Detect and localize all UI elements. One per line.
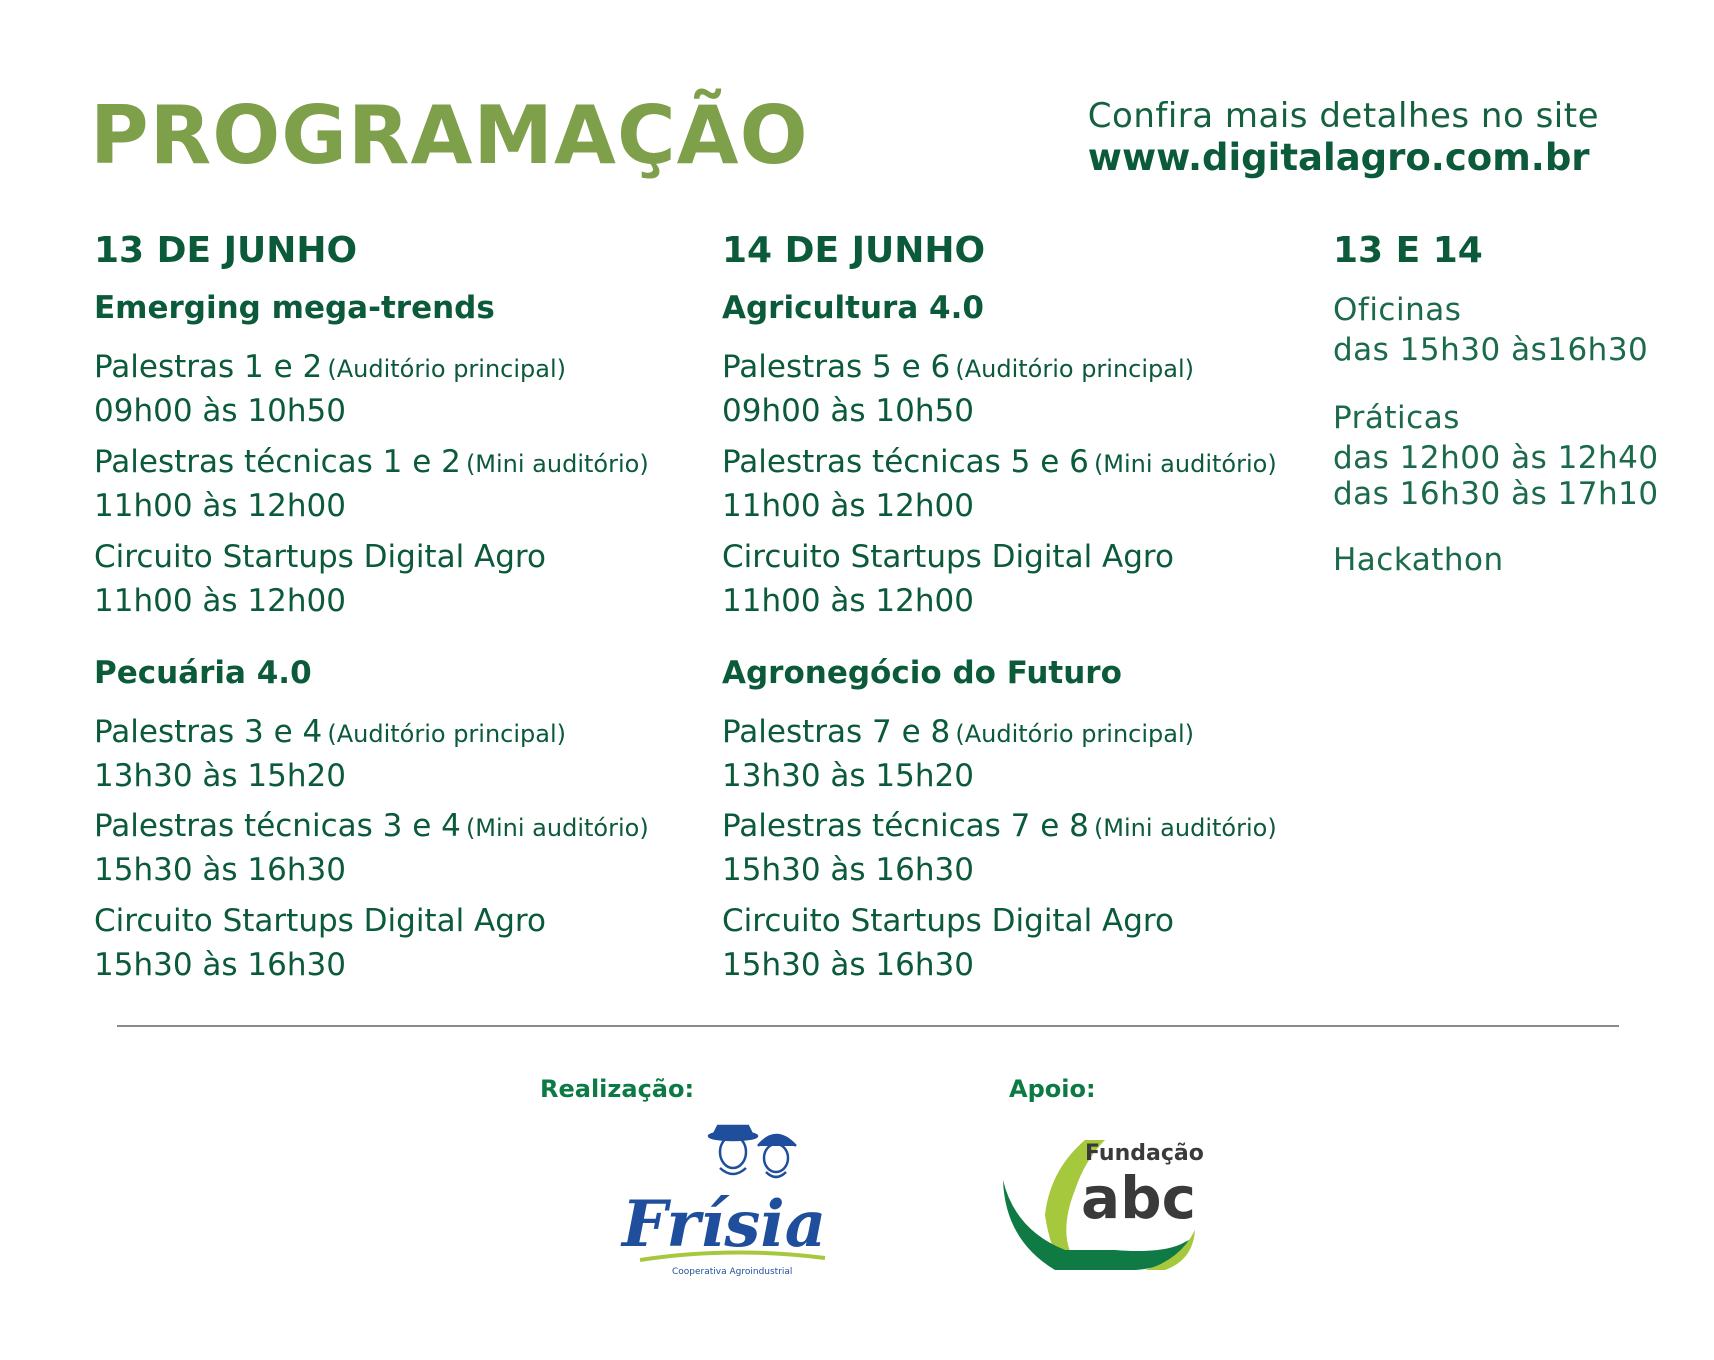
- item-time: 09h00 às 10h50: [722, 393, 974, 429]
- item-time: 11h00 às 12h00: [722, 488, 974, 524]
- item-room: (Auditório principal): [327, 720, 567, 748]
- both-heading: 13 E 14: [1333, 230, 1483, 271]
- item-name: Palestras técnicas 3 e 4: [94, 808, 461, 844]
- site-caption: Confira mais detalhes no site: [1087, 96, 1599, 136]
- apoio-label: Apoio:: [1009, 1075, 1096, 1103]
- schedule-item: [94, 710, 566, 798]
- item-name: Palestras 7 e 8: [722, 714, 951, 750]
- item-time: 11h00 às 12h00: [94, 488, 346, 524]
- day2-track2-title: Agronegócio do Futuro: [722, 655, 1122, 691]
- day1-track1-title: Emerging mega-trends: [94, 290, 495, 326]
- oficinas-time: das 15h30 às16h30: [1333, 332, 1649, 368]
- abc-main-text: abc: [1081, 1164, 1197, 1232]
- schedule-item: [722, 345, 1194, 433]
- item-room: (Mini auditório): [465, 814, 649, 842]
- item-time: 15h30 às 16h30: [94, 947, 346, 983]
- item-room: (Auditório principal): [955, 355, 1195, 383]
- frisia-tagline: Cooperativa Agroindustrial: [672, 1267, 793, 1277]
- praticas-time-1: das 12h00 às 12h40: [1333, 440, 1659, 476]
- realizacao-label: Realização:: [540, 1075, 695, 1103]
- abc-top-text: Fundação: [1085, 1141, 1204, 1166]
- page-title: PROGRAMAÇÃO: [90, 89, 809, 182]
- site-info: [1088, 96, 1599, 180]
- schedule-item: [94, 345, 566, 433]
- day2-heading: 14 DE JUNHO: [722, 230, 986, 271]
- item-time: 09h00 às 10h50: [94, 393, 346, 429]
- schedule-item: [722, 899, 1174, 987]
- schedule-item: [94, 440, 649, 528]
- item-name: Palestras técnicas 5 e 6: [722, 444, 1089, 480]
- item-room: (Mini auditório): [1093, 814, 1277, 842]
- schedule-item: [94, 804, 649, 892]
- day1-track2-title: Pecuária 4.0: [94, 655, 312, 691]
- abc-logo-graphic: [995, 1130, 1205, 1280]
- item-time: 13h30 às 15h20: [722, 758, 974, 794]
- item-room: (Auditório principal): [327, 355, 567, 383]
- item-name: Circuito Startups Digital Agro: [94, 539, 546, 575]
- item-name: Circuito Startups Digital Agro: [722, 539, 1174, 575]
- day1-heading: 13 DE JUNHO: [94, 230, 358, 271]
- item-time: 15h30 às 16h30: [722, 947, 974, 983]
- day2-track1-title: Agricultura 4.0: [722, 290, 984, 326]
- item-time: 11h00 às 12h00: [94, 583, 346, 619]
- frisia-wordmark: Frísia: [622, 1187, 827, 1262]
- item-time: 13h30 às 15h20: [94, 758, 346, 794]
- schedule-item: [722, 804, 1277, 892]
- item-name: Circuito Startups Digital Agro: [94, 903, 546, 939]
- schedule-item: [722, 535, 1174, 623]
- item-name: Circuito Startups Digital Agro: [722, 903, 1174, 939]
- frisia-logo: [620, 1118, 840, 1278]
- item-room: (Mini auditório): [465, 450, 649, 478]
- schedule-item: [722, 440, 1277, 528]
- item-name: Palestras 3 e 4: [94, 714, 323, 750]
- fundacao-abc-logo: [995, 1130, 1205, 1280]
- hackathon-label: Hackathon: [1333, 542, 1504, 578]
- praticas-time-2: das 16h30 às 17h10: [1333, 476, 1659, 512]
- frisia-logo-graphic: [620, 1118, 840, 1278]
- item-name: Palestras 1 e 2: [94, 349, 323, 385]
- praticas-label: Práticas: [1333, 400, 1460, 436]
- oficinas-label: Oficinas: [1333, 292, 1462, 328]
- item-name: Palestras 5 e 6: [722, 349, 951, 385]
- item-room: (Mini auditório): [1093, 450, 1277, 478]
- footer-divider: [117, 1025, 1619, 1027]
- schedule-item: [94, 535, 546, 623]
- item-name: Palestras técnicas 1 e 2: [94, 444, 461, 480]
- item-time: 15h30 às 16h30: [94, 852, 346, 888]
- schedule-item: [722, 710, 1194, 798]
- site-link[interactable]: www.digitalagro.com.br: [1087, 136, 1590, 179]
- item-name: Palestras técnicas 7 e 8: [722, 808, 1089, 844]
- item-room: (Auditório principal): [955, 720, 1195, 748]
- schedule-item: [94, 899, 546, 987]
- item-time: 15h30 às 16h30: [722, 852, 974, 888]
- item-time: 11h00 às 12h00: [722, 583, 974, 619]
